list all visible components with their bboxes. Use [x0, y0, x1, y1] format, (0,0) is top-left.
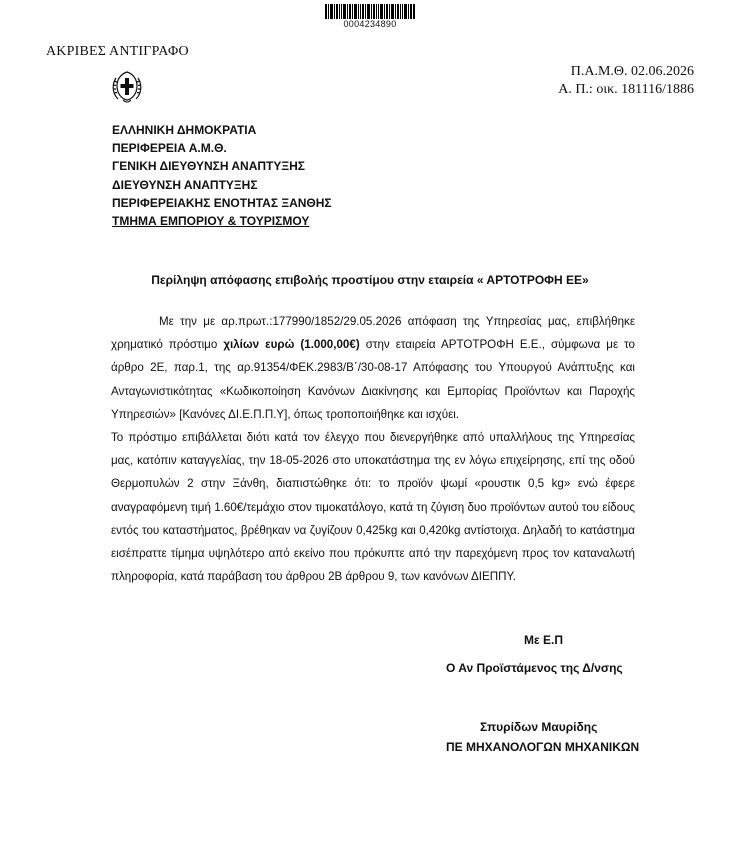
document-body	[111, 310, 635, 588]
header-line: ΔΙΕΥΘΥΝΣΗ ΑΝΑΠΤΥΞΗΣ	[112, 177, 258, 192]
paragraph-decision	[111, 310, 635, 426]
signatory-name: Σπυρίδων Μαυρίδης	[480, 720, 598, 734]
paragraph-reasons: Το πρόστιμο επιβάλλεται διότι κατά τον έλεγχο που διενεργήθηκε από υπαλλήλους της Υπηρεσίας μας, κατόπιν καταγγελίας, την 18-05-2026 στο υποκατάστημα της εν λόγω επιχείρησης, επί της οδού Θερμοπυλών 2 στην Ξάνθη, διαπιστώθηκε ότι: το προϊόν ψωμί «ρουστικ 0,5 kg» ενώ έφερε αναγραφόμενη τιμή 1.60€/τεμάχιο στον τιμοκατάλογο, κατά τη ζύγιση δυο προϊόντων αυτού του είδους εντός του καταστήματος, βρέθηκαν να ζυγίζουν 0,425kg και 0,420kg αντίστοιχα. Δηλαδή το κατάστημα εισέπραττε τίμημα υψηλότερο από εκείνο που πρόκυπτε από την παρεχόμενη προς τον καταναλωτή πληροφορία, κατά παράβαση του άρθρου 2Β άρθρου 9, των κανόνων ΔΙΕΠΠΥ.	[111, 431, 635, 584]
signature-on-behalf: Με Ε.Π	[524, 633, 564, 647]
authority-header	[112, 121, 332, 230]
fine-amount: χιλίων ευρώ (1.000,00€)	[223, 338, 360, 352]
paragraph-text: Με την με αρ.πρωτ.:177990/1852/29.05.2026 απόφαση της Υπηρεσίας μας, επιβλήθηκε χρηματικό πρόστιμο	[111, 315, 635, 352]
signature-role: Ο Αν Προϊστάμενος της Δ/νσης	[446, 661, 623, 675]
header-line-department: ΤΜΗΜΑ ΕΜΠΟΡΙΟΥ & ΤΟΥΡΙΣΜΟΥ	[112, 214, 310, 229]
decision-subject: Περίληψη απόφασης επιβολής προστίμου στην εταιρεία « ΑΡΤΟΤΡΟΦΗ ΕΕ»	[151, 273, 589, 287]
header-line: ΕΛΛΗΝΙΚΗ ΔΗΜΟΚΡΑΤΙΑ	[112, 123, 257, 137]
protocol-reference	[558, 63, 694, 99]
reference-date: Π.Α.Μ.Θ. 02.06.2026	[570, 64, 694, 79]
certified-copy-stamp: ΑΚΡΙΒΕΣ ΑΝΤΙΓΡΑΦΟ	[46, 44, 189, 59]
reference-number: Α. Π.: οικ. 181116/1886	[558, 82, 694, 97]
barcode-number: 0004234890	[343, 19, 397, 29]
signatory-title: ΠΕ ΜΗΧΑΝΟΛΟΓΩΝ ΜΗΧΑΝΙΚΩΝ	[446, 740, 640, 754]
header-line: ΓΕΝΙΚΗ ΔΙΕΥΘΥΝΣΗ ΑΝΑΠΤΥΞΗΣ	[112, 159, 305, 174]
header-line: ΠΕΡΙΦΕΡΕΙΑΚΗΣ ΕΝΟΤΗΤΑΣ ΞΑΝΘΗΣ	[112, 195, 332, 210]
paragraph-text: στην εταιρεία ΑΡΤΟΤΡΟΦΗ Ε.Ε., σύμφωνα με το άρθρο 2Ε, παρ.1, της αρ.91354/ΦΕΚ.2983/Β΄/30-08-17 Απόφασης του Υπουργού Ανάπτυξης και Ανταγωνιστικότητας «Κωδικοποίηση Κανόνων Διακίνησης και Εμπορίας Προϊόντων και Παροχής Υπηρεσιών» [Κανόνες ΔΙ.Ε.Π.Π.Υ], όπως τροποποιήθηκε και ισχύει.	[111, 338, 635, 421]
barcode	[325, 4, 415, 19]
greek-coat-of-arms-icon	[107, 66, 147, 106]
header-line: ΠΕΡΙΦΕΡΕΙΑ Α.Μ.Θ.	[112, 141, 227, 156]
